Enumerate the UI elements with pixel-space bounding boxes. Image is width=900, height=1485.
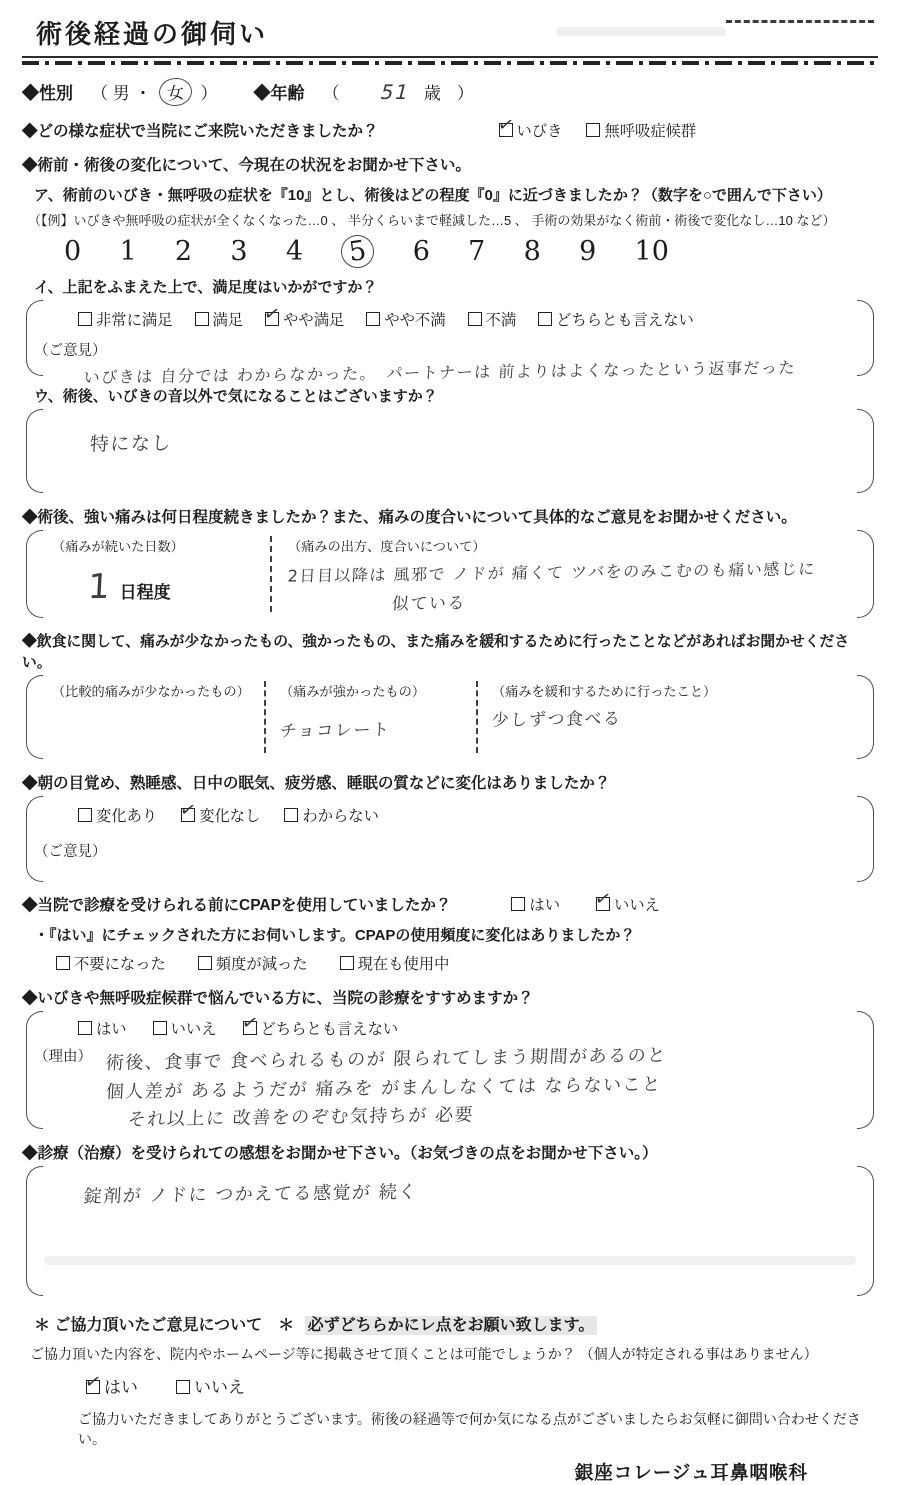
pain-days-unit: 日程度: [119, 583, 171, 602]
pain-detail-line2[interactable]: 似ている: [391, 593, 467, 615]
pain-days-label: （痛みが続いた日数）: [52, 539, 184, 554]
checkbox-mukokyu[interactable]: [586, 123, 600, 137]
pain-heading: ◆術後、強い痛みは何日程度続きましたか？また、痛みの度合いについて具体的なご意見をお聞かせください。: [22, 509, 797, 526]
footer-note: [22, 1312, 878, 1335]
scan-smudge-top: [556, 27, 726, 36]
scan-smudge-bottom: [44, 1256, 856, 1265]
gender-options-text: （ 男 ・: [91, 84, 152, 103]
pain-detail-label: （痛みの出方、度合いについて）: [288, 539, 486, 554]
label-yaya-fuman: やや不満: [384, 312, 446, 329]
checkbox-fuman[interactable]: [468, 312, 482, 326]
scale-number[interactable]: 1: [119, 236, 137, 267]
checkbox-rec-dochira[interactable]: [243, 1021, 257, 1035]
title-divider-line: [22, 61, 878, 65]
eating-col1-label: （比較的痛みが少なかったもの）: [52, 684, 250, 699]
impression-box: [26, 1166, 874, 1296]
symptoms-question: ◆どの様な症状で当院にご来院いただきましたか？: [22, 123, 379, 140]
eating-col3-handwritten[interactable]: 少しずつ食べる: [491, 709, 622, 731]
label-hindo-hetta: 頻度が減った: [215, 956, 308, 973]
checkbox-consent-yes[interactable]: [86, 1380, 100, 1394]
cpap-followup-options: [22, 952, 878, 974]
checkbox-ibiki-label: いびき: [516, 123, 563, 140]
page-title: 術後経過の御伺い: [22, 10, 878, 58]
label-wakaranai: わからない: [302, 808, 379, 825]
symptom-option-mukokyu: [586, 119, 696, 141]
label-genzai-shiyou: 現在も使用中: [357, 956, 450, 973]
profile-row: [22, 78, 878, 106]
reason-label: （理由）: [34, 1049, 92, 1065]
label-fuman: 不満: [485, 312, 517, 329]
change-example: （【例】いびきや無呼吸の症状が全くなくなった…0 、 半分くらいまで軽減した…5 、 手術の効果がなく術前・術後で変化なし…10 など）: [28, 213, 836, 228]
reason-line1[interactable]: 術後、食事で 食べられるものが 限られてしまう期間があるのと: [105, 1045, 668, 1074]
recommend-box: [26, 1011, 874, 1129]
top-right-dashed-line: [726, 20, 874, 23]
gender-close-paren: ）: [200, 84, 218, 103]
sleep-box: [26, 796, 874, 882]
eating-col2-handwritten[interactable]: チョコレート: [279, 720, 391, 742]
scale-number[interactable]: 2: [174, 236, 193, 267]
scale-number[interactable]: 6: [412, 236, 430, 267]
scale-number[interactable]: 0: [64, 236, 82, 267]
satisfaction-box: [26, 300, 874, 387]
reason-line3[interactable]: それ以上に 改善をのぞむ気持ちが 必要: [127, 1104, 475, 1131]
other-concerns-question: ウ、術後、いびきの音以外で気になることはございますか？: [34, 388, 438, 405]
cpap-question: ◆当院で診療を受けられる前にCPAPを使用していましたか？: [22, 897, 452, 914]
checkbox-yaya-manzoku[interactable]: [265, 312, 279, 326]
label-cpap-no: いいえ: [614, 897, 660, 914]
other-concerns-handwritten[interactable]: 特になし: [89, 432, 173, 456]
symptoms-row: [22, 119, 878, 141]
checkbox-mukokyu-label: 無呼吸症候群: [604, 123, 697, 140]
eating-col2-label: （痛みが強かったもの）: [280, 684, 426, 699]
opinion-label: （ご意見）: [34, 343, 107, 359]
pain-days-handwritten[interactable]: 1: [86, 566, 111, 608]
age-unit: 歳: [423, 84, 441, 103]
age-value-handwritten[interactable]: 51: [378, 80, 413, 104]
label-rec-dochira: どちらとも言えない: [260, 1021, 399, 1038]
eating-heading: ◆飲食に関して、痛みが少なかったもの、強かったもの、また痛みを緩和するために行ったことなどがあればお聞かせください。: [22, 634, 850, 671]
change-question-a: ア、術前のいびき・無呼吸の症状を『10』とし、術後はどの程度『0』に近づきましたか？（数字を○で囲んで下さい）: [34, 187, 832, 204]
label-rec-no: いいえ: [170, 1021, 217, 1038]
other-concerns-box: [26, 409, 874, 493]
consent-options: [22, 1373, 878, 1398]
label-cpap-yes: はい: [529, 897, 561, 914]
consent-question: ご協力頂いた内容を、院内やホームページ等に掲載させて頂くことは可能でしょうか？ （個人が特定される事はありません）: [30, 1346, 818, 1362]
scale-number[interactable]: 9: [579, 236, 597, 267]
impression-heading: ◆診療（治療）を受けられての感想をお聞かせ下さい。（お気づきの点をお聞かせ下さい。）: [22, 1145, 658, 1162]
label-consent-no: いいえ: [194, 1378, 245, 1397]
eating-box: [26, 675, 874, 759]
checkbox-dochira[interactable]: [538, 312, 552, 326]
checkbox-hindo-hetta[interactable]: [198, 956, 212, 970]
checkbox-cpap-no[interactable]: [596, 897, 610, 911]
sleep-heading: ◆朝の目覚め、熟睡感、日中の眠気、疲労感、睡眠の質などに変化はありましたか？: [22, 775, 611, 792]
checkbox-rec-no[interactable]: [153, 1021, 167, 1035]
checkbox-wakaranai[interactable]: [284, 808, 298, 822]
age-label: ◆年齢: [253, 84, 305, 103]
checkbox-cpap-yes[interactable]: [511, 897, 525, 911]
checkbox-yaya-fuman[interactable]: [366, 312, 380, 326]
clinic-name: 銀座コレージュ耳鼻咽喉科: [574, 1462, 808, 1483]
checkbox-ibiki[interactable]: [499, 123, 513, 137]
checkbox-fuyou[interactable]: [56, 956, 70, 970]
scale-number[interactable]: 7: [468, 236, 486, 267]
label-rec-yes: はい: [96, 1021, 127, 1038]
label-henka-ari: 変化あり: [96, 808, 158, 825]
cpap-row: [22, 893, 878, 915]
age-open-paren: （: [322, 84, 340, 103]
scale-number[interactable]: 4: [285, 236, 303, 267]
gender-label: ◆性別: [22, 84, 73, 103]
cpap-followup: ・『はい』にチェックされた方にお伺いします。CPAPの使用頻度に変化はありましたか？: [34, 927, 636, 944]
recommend-heading: ◆いびきや無呼吸症候群で悩んでいる方に、当院の診療をすすめますか？: [22, 990, 534, 1007]
label-dochira: どちらとも言えない: [556, 312, 694, 329]
sleep-opinion-label: （ご意見）: [34, 844, 107, 860]
change-heading: ◆術前・術後の変化について、今現在の状況をお聞かせ下さい。: [22, 157, 471, 174]
age-close-paren: ）: [456, 84, 474, 103]
scale-number[interactable]: 5: [339, 233, 376, 270]
checkbox-henka-nashi[interactable]: [181, 808, 195, 822]
scale-number[interactable]: 10: [634, 236, 669, 267]
checkbox-hijo-manzoku[interactable]: [78, 312, 92, 326]
label-fuyou: 不要になった: [74, 956, 166, 973]
impression-handwritten[interactable]: 錠剤が ノドに つかえてる感覚が 続く: [83, 1181, 419, 1208]
thanks-text: ご協力いただきましてありがとうございます。術後の経過等で何か気になる点がございましたらお気軽に御問い合わせください。: [78, 1411, 861, 1447]
label-manzoku: 満足: [212, 312, 244, 329]
footer-note-emphasis: 必ずどちらかにレ点をお願い致します。: [305, 1316, 598, 1335]
checkbox-manzoku[interactable]: [195, 312, 209, 326]
rating-scale: [64, 235, 669, 268]
label-consent-yes: はい: [104, 1378, 138, 1397]
satisfaction-question: イ、上記をふまえた上で、満足度はいかがですか？: [34, 279, 378, 296]
footer-note-prefix: ＊ ご協力頂いたご意見について ＊: [34, 1317, 295, 1334]
label-hijo-manzoku: 非常に満足: [96, 312, 173, 329]
label-yaya-manzoku: やや満足: [283, 312, 345, 329]
scale-number[interactable]: 8: [523, 236, 541, 267]
opinion-handwritten[interactable]: いびきは 自分では わからなかった。 パートナーは 前よりはよくなったという返事だった: [83, 358, 797, 387]
scale-number[interactable]: 3: [230, 236, 248, 267]
checkbox-henka-ari[interactable]: [78, 808, 92, 822]
pain-detail-line1[interactable]: 2日目以降は 風邪で ノドが 痛くて ツバをのみこむのも痛い感じに: [287, 559, 817, 586]
checkbox-consent-no[interactable]: [176, 1380, 190, 1394]
pain-box: [26, 530, 874, 618]
gender-circled-female[interactable]: 女: [158, 76, 194, 107]
reason-line2[interactable]: 個人差が あるようだが 痛みを がまんしなくては ならないこと: [105, 1074, 663, 1103]
symptom-option-ibiki: [499, 119, 563, 141]
checkbox-genzai-shiyou[interactable]: [340, 956, 354, 970]
checkbox-rec-yes[interactable]: [78, 1021, 92, 1035]
label-henka-nashi: 変化なし: [199, 808, 261, 825]
eating-col3-label: （痛みを緩和するために行ったこと）: [492, 684, 717, 699]
